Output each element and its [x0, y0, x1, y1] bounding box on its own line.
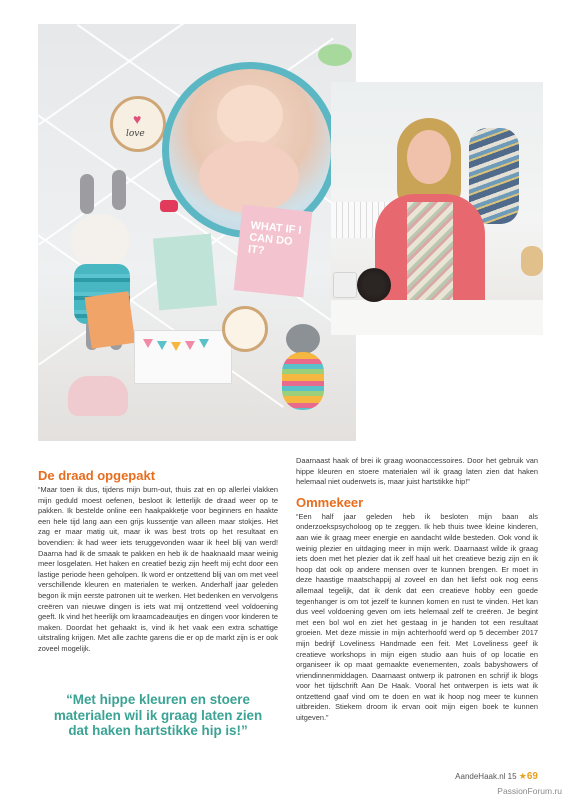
pink-quote-card: [234, 205, 313, 298]
mug: [333, 272, 357, 298]
yarn-ball: [357, 268, 391, 302]
heading-de-draad-opgepakt: De draad opgepakt: [38, 468, 156, 483]
pull-quote: “Met hippe kleuren en stoere materialen wil ik graag laten zien dat haken hartstikke hip is!”: [53, 692, 263, 738]
bunny-ear-right: [112, 170, 126, 210]
footer-page-number-2: 69: [526, 771, 538, 782]
hoop-love-text: love: [126, 129, 145, 139]
heart-icon: ♥: [133, 111, 142, 127]
star-icon: ★: [518, 771, 527, 781]
craft-board-photo: [38, 24, 356, 441]
crochet-bear: [521, 246, 543, 276]
crochet-mouse-head: [286, 324, 320, 354]
page-footer: [455, 771, 538, 782]
heading-ommekeer: Ommekeer: [296, 494, 364, 510]
orange-card: [85, 291, 136, 349]
pink-baby-booties: [68, 376, 128, 416]
paragraph-draad: “Maar toen ik dus, tijdens mijn burn-out, thuis zat en op allerlei vlakken mijn geduld moest oefenen, besloot ik letterlijk de draad weer op te pakken. Ik bestelde online een haakpakketje voor beginners en haakte een hele tijd lang aan een grijs kussentje van alleen maar stokjes. Het zag er maar matig uit, maar ik was best trots op het resultaat en bovendien: ik had weer iets teruggevonden waar ik heel blij van werd! Daarna had ik de smaak te pakken en heb ik de haaknaald maar weinig meer losgelaten. Het haken en creatief bezig zijn heeft mij echt door een lastige periode heen geholpen. Ik word er ontzettend blij van om met veel verschillende kleuren en materialen te werken. Anderhalf jaar geleden begon ik mijn eerste patronen uit te werken. Het bedenken en vervolgens creëren van nieuwe dingen is iets wat mij ontzettend veel voldoening geeft. Ik vind het heerlijk om kraamcadeautjes en dingen voor kinderen te maken. Doordat het gehaakt is, vind ik het vaak een extra schattige uitstraling krijgen. Met alle zachte garens die er op de markt zijn is er ook zoveel mogelijk.: [38, 485, 278, 653]
article-column-right: [296, 456, 538, 724]
article-column-left: [38, 468, 278, 655]
mint-card: [153, 234, 217, 311]
red-bow: [160, 200, 178, 212]
embroidery-hoop-love: [110, 96, 166, 152]
toddler-face: [217, 85, 283, 145]
white-table: [331, 300, 543, 335]
woman-face: [407, 130, 451, 184]
footer-site: AandeHaak.nl: [455, 772, 506, 781]
paragraph-ommekeer: “Een half jaar geleden heb ik besloten mijn baan als onderzoekspsycholoog op te zeggen. Ik heb thuis twee kleine kinderen, aan wie ik graag meer energie en aandacht wilde besteden. Ook vond ik weinig plezier en uitdaging meer in mijn werk. Daarnaast wilde ik graag iets doen met het plezier dat ik zelf haal uit het creatieve bezig zijn en ik hoop dat ook op andere mensen over te kunnen brengen. Er moet in deze haastige maatschappij al zoveel en dan het liefst ook nog eens allemaal tegelijk, dat ik denk dat een creatieve hobby een goede tegenhanger is om tot jezelf te kunnen komen en rust te vinden. Het kan dus veel voldoening geven om iets helemaal zelf te creëren. Je begint met een bol wol en ziet het gestaag in je handen tot een resultaat groeien. Met deze missie in mijn achterhoofd werd op 5 december 2017 mijn bedrijf Loveliness Handmade een feit. Met Loveliness geef ik creatieve workshops in mijn eigen studio aan huis of op locatie en organiseer ik op maat gemaakte evenementen, zoals babyshowers of vriendinnenmiddagen. Daarnaast ontwerp ik patronen en schrijf ik blogs voor het tijdschrift Aan De Haak. Vooral het ontwerpen is iets wat ik ontzettend gaaf vind om te doen en wat ik hoop nog meer te kunnen uitbreiden. Stiekem droom ik ervan ooit mijn eigen boek te kunnen uitgeven.”: [296, 511, 538, 723]
paragraph-woonaccessoires: Daarnaast haak of brei ik graag woonaccessoires. Door het gebruik van hippe kleuren en stoere materialen wil ik graag laten zien dat haken helemaal niet ouderwets is, maar juist hartstikke hip!”: [296, 456, 538, 487]
bunting-card: [134, 330, 232, 384]
watermark: PassionForum.ru: [497, 786, 562, 796]
pink-card-text: WHAT IF I CAN DO IT?: [247, 219, 303, 258]
designer-portrait-photo: [331, 82, 543, 335]
baby-face: [199, 141, 299, 213]
embroidery-hoop-flowers: [222, 306, 268, 352]
crochet-mouse-body: [282, 352, 324, 410]
crochet-bird: [318, 44, 352, 66]
crochet-bunny-head: [70, 214, 130, 268]
bunny-ear-left: [80, 174, 94, 214]
footer-page-number: 15: [507, 772, 517, 781]
